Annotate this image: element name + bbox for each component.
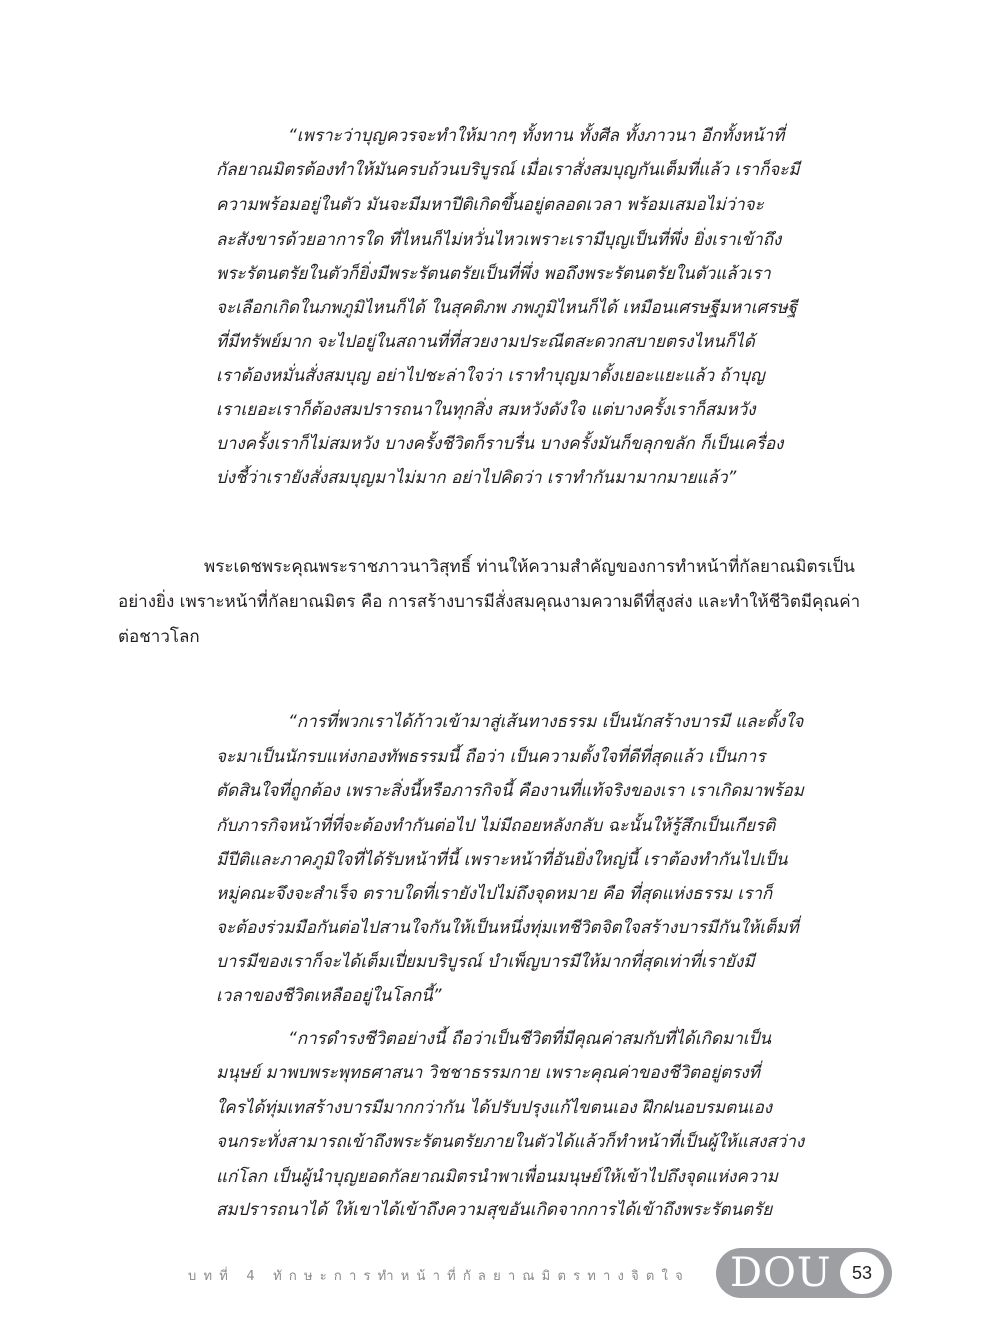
quote3-line: ใครได้ทุ่มเทสร้างบารมีมากกว่ากัน ได้ปรับปรุงแก้ไขตนเอง ฝึกฝนอบรมตนเอง [216, 1098, 773, 1118]
quote1-line: กัลยาณมิตรต้องทำให้มันครบถ้วนบริบูรณ์ เมื่อเราสั่งสมบุญกันเต็มที่แล้ว เราก็จะมี [216, 160, 800, 180]
quote2-line: ตัดสินใจที่ถูกต้อง เพราะสิ่งนี้หรือภารกิจนี้ คืองานที่แท้จริงของเรา เราเกิดมาพร้อม [216, 781, 804, 801]
paragraph-line: พระเดชพระคุณพระราชภาวนาวิสุทธิ์ ท่านให้ความสำคัญของการทำหน้าที่กัลยาณมิตรเป็น [204, 557, 855, 577]
quote2-line: หมู่คณะจึงจะสำเร็จ ตราบใดที่เรายังไปไม่ถึงจุดหมาย คือ ที่สุดแห่งธรรม เราก็ [216, 884, 773, 904]
quote1-line: ความพร้อมอยู่ในตัว มันจะมีมหาปีติเกิดขึ้นอยู่ตลอดเวลา พร้อมเสมอไม่ว่าจะ [216, 195, 764, 215]
quote1-line: เราเยอะเราก็ต้องสมปรารถนาในทุกสิ่ง สมหวังดังใจ แต่บางครั้งเราก็สมหวัง [216, 400, 756, 420]
quote2-line: มีปีติและภาคภูมิใจที่ได้รับหน้าที่นี้ เพราะหน้าที่อันยิ่งใหญ่นี้ เราต้องทำกันไปเป็น [216, 850, 788, 870]
quote1-line: พระรัตนตรัยในตัวก็ยิ่งมีพระรัตนตรัยเป็นที่พึ่ง พอถึงพระรัตนตรัยในตัวแล้วเรา [216, 264, 771, 284]
quote1-line: “เพราะว่าบุญควรจะทำให้มากๆ ทั้งทาน ทั้งศีล ทั้งภาวนา อีกทั้งหน้าที่ [288, 126, 785, 146]
quote1-line: ละสังขารด้วยอาการใด ที่ไหนก็ไม่หวั่นไหวเพราะเรามีบุญเป็นที่พึ่ง ยิ่งเราเข้าถึง [216, 230, 782, 250]
quote2-line: “การที่พวกเราได้ก้าวเข้ามาสู่เส้นทางธรรม เป็นนักสร้างบารมี และตั้งใจ [288, 712, 804, 732]
quote1-line: บ่งชี้ว่าเรายังสั่งสมบุญมาไม่มาก อย่าไปคิดว่า เราทำกันมามากมายแล้ว” [216, 468, 737, 488]
quote2-line: จะต้องร่วมมือกันต่อไปสานใจกันให้เป็นหนึ่งทุ่มเทชีวิตจิตใจสร้างบารมีกันให้เต็มที่ [216, 918, 799, 938]
quote1-line: บางครั้งเราก็ไม่สมหวัง บางครั้งชีวิตก็ราบรื่น บางครั้งมันก็ขลุกขลัก ก็เป็นเครื่อง [216, 434, 784, 454]
page-badge [716, 1248, 892, 1298]
quote2-line: บารมีของเราก็จะได้เต็มเปี่ยมบริบูรณ์ บำเพ็ญบารมีให้มากที่สุดเท่าที่เรายังมี [216, 952, 755, 972]
paragraph-line: ต่อชาวโลก [118, 627, 200, 647]
quote3-line: “การดำรงชีวิตอย่างนี้ ถือว่าเป็นชีวิตที่มีคุณค่าสมกับที่ได้เกิดมาเป็น [288, 1029, 771, 1049]
quote1-line: ที่มีทรัพย์มาก จะไปอยู่ในสถานที่ที่สวยงามประณีตสะดวกสบายตรงไหนก็ได้ [216, 332, 755, 352]
quote3-line: จนกระทั่งสามารถเข้าถึงพระรัตนตรัยภายในตัวได้แล้วก็ทำหน้าที่เป็นผู้ให้แสงสว่าง [216, 1132, 805, 1152]
quote1-line: เราต้องหมั่นสั่งสมบุญ อย่าไปชะล่าใจว่า เราทำบุญมาตั้งเยอะแยะแล้ว ถ้าบุญ [216, 366, 765, 386]
quote3-line: สมปรารถนาได้ ให้เขาได้เข้าถึงความสุขอันเกิดจากการได้เข้าถึงพระรัตนตรัย [216, 1200, 773, 1220]
paragraph-line: อย่างยิ่ง เพราะหน้าที่กัลยาณมิตร คือ การสร้างบารมีสั่งสมคุณงามความดีที่สูงส่ง และทำให้ชีวิตมีคุณค่า [118, 592, 861, 612]
quote1-line: จะเลือกเกิดในภพภูมิไหนก็ได้ ในสุคติภพ ภพภูมิไหนก็ได้ เหมือนเศรษฐีมหาเศรษฐี [216, 298, 798, 318]
quote3-line: แก่โลก เป็นผู้นำบุญยอดกัลยาณมิตรนำพาเพื่อนมนุษย์ให้เข้าไปถึงจุดแห่งความ [216, 1167, 779, 1187]
quote2-line: กับภารกิจหน้าที่ที่จะต้องทำกันต่อไป ไม่มีถอยหลังกลับ ฉะนั้นให้รู้สึกเป็นเกียรติ [216, 816, 776, 836]
page-number: 53 [840, 1252, 884, 1294]
quote2-line: เวลาของชีวิตเหลืออยู่ในโลกนี้” [216, 986, 442, 1006]
quote2-line: จะมาเป็นนักรบแห่งกองทัพธรรมนี้ ถือว่า เป็นความตั้งใจที่ดีที่สุดแล้ว เป็นการ [216, 747, 766, 767]
quote3-line: มนุษย์ มาพบพระพุทธศาสนา วิชชาธรรมกาย เพราะคุณค่าของชีวิตอยู่ตรงที่ [216, 1063, 760, 1083]
dou-logo: DOU [730, 1250, 832, 1296]
chapter-title: บทที่ 4 ทักษะการทำหน้าที่กัลยาณมิตรทางจิตใจ [188, 1269, 690, 1284]
